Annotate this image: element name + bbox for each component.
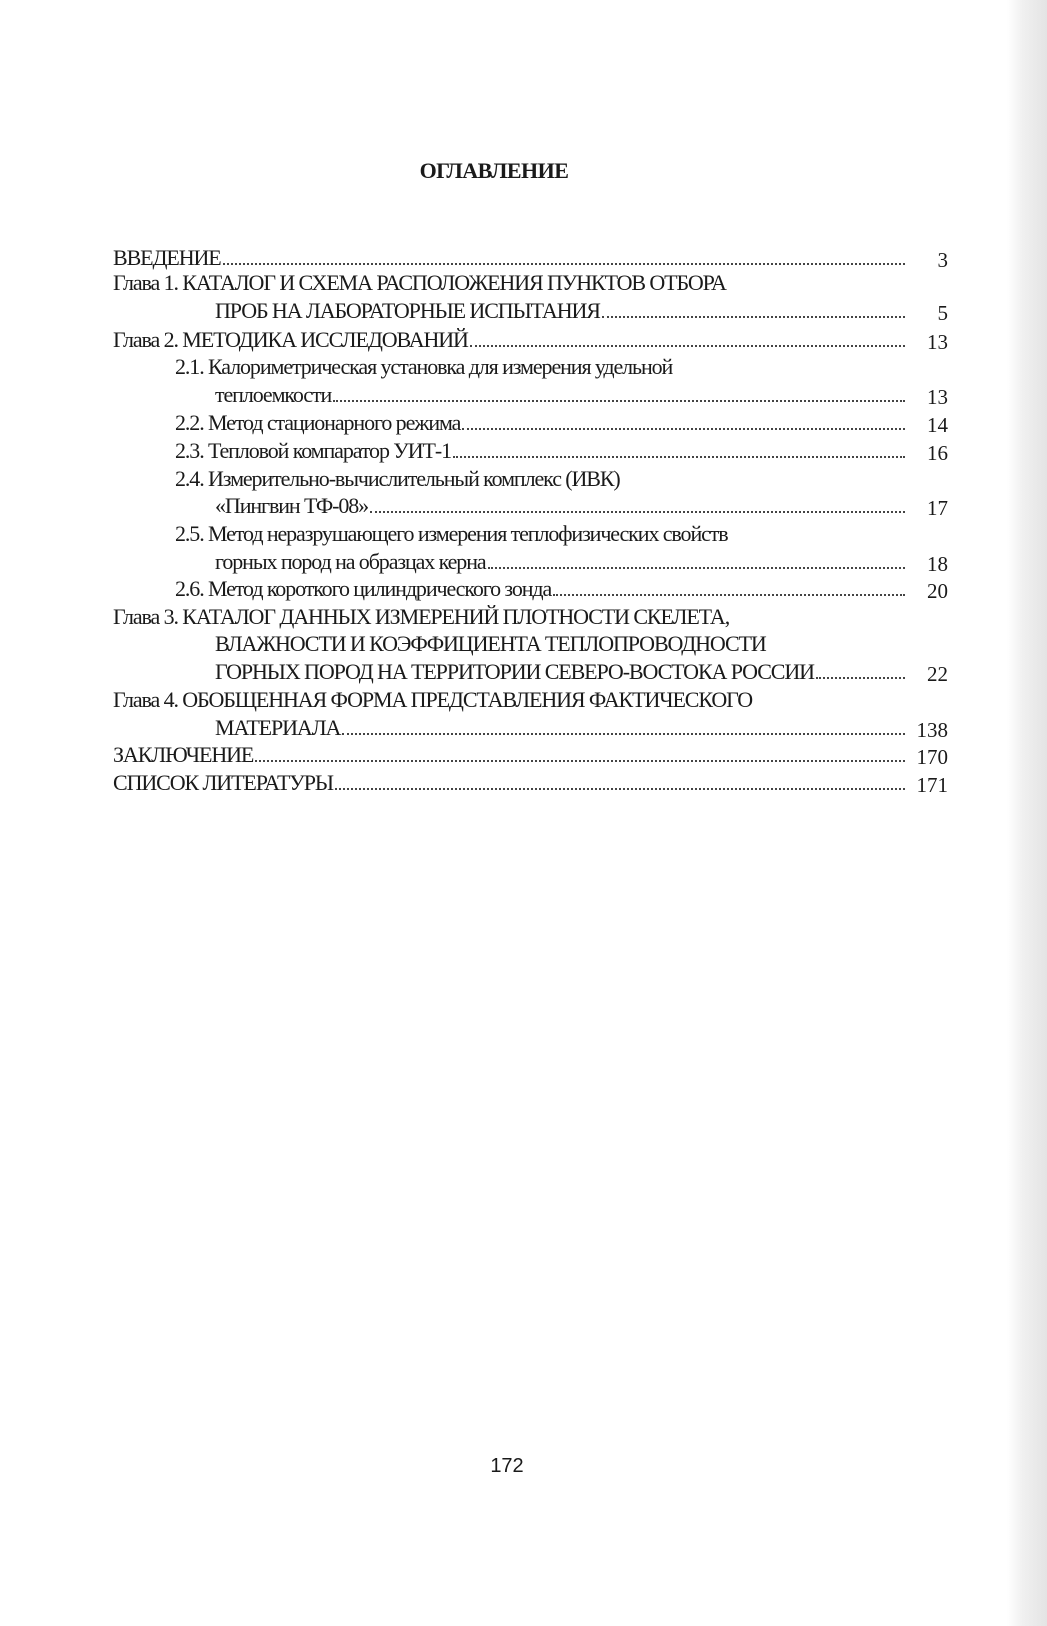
toc-entry-line [215,714,905,742]
dot-leader [342,733,905,735]
toc-entry-line [215,658,905,686]
toc-entry-text: СПИСОК ЛИТЕРАТУРЫ [113,770,333,795]
toc-entry-line [175,353,672,381]
toc-entry-line [113,686,752,714]
toc-entry-text: ГОРНЫХ ПОРОД НА ТЕРРИТОРИИ СЕВЕРО-ВОСТОКА РОССИИ [215,659,814,684]
toc-entry-text: теплоемкости [215,382,332,407]
toc-page-number: 171 [916,773,948,797]
toc-entry-line [175,437,905,465]
toc-entry-text: ВВЕДЕНИЕ [113,245,221,270]
toc-entry-line [113,769,905,797]
toc-entry-line [215,630,766,658]
page-title: ОГЛАВЛЕНИЕ [419,158,569,183]
dot-leader [453,456,905,458]
toc-entry-line [113,603,729,631]
toc-page-number: 17 [927,496,948,520]
dot-leader [370,511,905,513]
page-edge-shadow [1007,0,1047,1626]
dot-leader [462,428,905,430]
toc-entry-text: ПРОБ НА ЛАБОРАТОРНЫЕ ИСПЫТАНИЯ [215,298,600,323]
toc-page-number: 16 [927,441,948,465]
dot-leader [553,594,905,596]
toc-entry-text: 2.3. Тепловой компаратор УИТ-1 [175,438,451,463]
dot-leader [255,760,905,762]
toc-entry-text: 2.6. Метод короткого цилиндрического зонда [175,576,552,601]
dot-leader [470,345,905,347]
toc-entry-text: Глава 1. КАТАЛОГ И СХЕМА РАСПОЛОЖЕНИЯ ПУНКТОВ ОТБОРА [113,270,726,295]
toc-page-number: 138 [916,718,948,742]
toc-entry-line [175,409,905,437]
toc-page-number: 22 [927,662,948,686]
dot-leader [335,788,905,790]
toc-page-number: 13 [927,330,948,354]
dot-leader [602,316,905,318]
toc-entry-text: 2.5. Метод неразрушающего измерения теплофизических свойств [175,521,728,546]
toc-entry-line [215,297,905,325]
dot-leader [333,400,905,402]
toc-entry-line [113,326,905,354]
toc-entry-text: 2.4. Измерительно-вычислительный комплекс (ИВК) [175,466,620,491]
toc-entry-text: «Пингвин ТФ-08» [215,493,369,518]
toc-entry-line [113,269,726,297]
toc-page-number: 3 [937,248,948,272]
toc-page-number: 18 [927,552,948,576]
toc-entry-line [113,741,905,769]
toc-entry-text: горных пород на образцах керна [215,549,486,574]
toc-entry-text: ВЛАЖНОСТИ И КОЭФФИЦИЕНТА ТЕПЛОПРОВОДНОСТИ [215,631,766,656]
toc-entry-text: МАТЕРИАЛА [215,715,341,740]
toc-page-number: 20 [927,579,948,603]
toc-entry-line [175,575,905,603]
toc-entry-text: 2.2. Метод стационарного режима [175,410,461,435]
toc-page-number: 13 [927,385,948,409]
toc-entry-text: Глава 4. ОБОБЩЕННАЯ ФОРМА ПРЕДСТАВЛЕНИЯ ФАКТИЧЕСКОГО [113,687,753,712]
toc-page-number: 5 [937,301,948,325]
toc-entry-line [175,520,728,548]
toc-entry-text: ЗАКЛЮЧЕНИЕ [113,742,254,767]
toc-entry-line [215,492,905,520]
toc-entry-line [113,244,905,272]
toc-page-number: 14 [927,413,948,437]
toc-entry-text: 2.1. Калориметрическая установка для измерения удельной [175,354,673,379]
dot-leader [223,263,905,265]
page-number: 172 [490,1455,524,1477]
toc-entry-line [215,548,905,576]
toc-entry-line [175,465,620,493]
toc-entry-text: Глава 2. МЕТОДИКА ИССЛЕДОВАНИЙ [113,327,468,352]
dot-leader [816,677,905,679]
dot-leader [488,567,905,569]
toc-page-number: 170 [916,745,948,769]
toc-entry-line [215,381,905,409]
toc-entry-text: Глава 3. КАТАЛОГ ДАННЫХ ИЗМЕРЕНИЙ ПЛОТНОСТИ СКЕЛЕТА, [113,604,730,629]
